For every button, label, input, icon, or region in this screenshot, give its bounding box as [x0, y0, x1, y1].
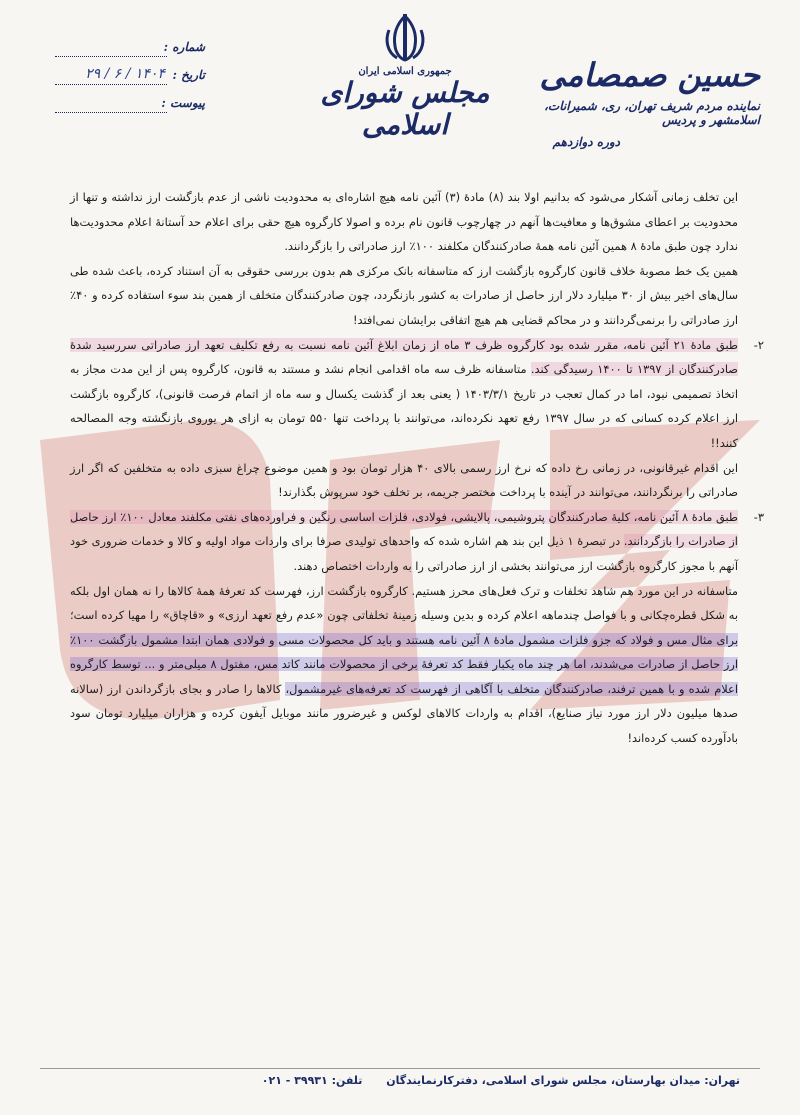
- attachment-label: پیوست :: [161, 96, 205, 110]
- sender-name: حسین صمصامی: [539, 56, 760, 94]
- number-line: [55, 56, 167, 57]
- item3-highlight: طبق مادهٔ ۸ آئین نامه، کلیهٔ صادرکنندگان پتروشیمی، پالایشی، فولادی، فلزات اساسی رنگین و فراورده‌های نفتی مکلفند معادل ۱۰۰٪ ارز حاصل از صادرات را بازگردانند.: [70, 509, 738, 549]
- meta-date: [55, 68, 205, 96]
- majlis-label: مجلس شورای اسلامی: [320, 76, 490, 141]
- number-label: شماره :: [163, 40, 205, 54]
- list-item-3: [70, 505, 764, 579]
- footer-address: تهران: میدان بهارستان، مجلس شورای اسلامی، دفترکارنمایندگان: [386, 1074, 740, 1087]
- letter-body: [70, 185, 764, 751]
- sender-block: [500, 55, 760, 149]
- paragraph-1: این تخلف زمانی آشکار می‌شود که بدانیم اولا بند (۸) مادهٔ (۳) آئین نامه هیچ اشاره‌ای به محدودیت ناشی از عدم بازگشت ارز نداشته و تنها از محدودیت بر اعطای مشوق‌ها و معافیت‌ها آنهم در چهارچوب قانون نام برده و اصولا کارگروه هیچ حقی برای اعلام حد آستانهٔ اعلام محدودیت‌ها ندارد چون طبق مادهٔ ۸ همین آئین نامه همهٔ صادرکنندگان مکلفند ۱۰۰٪ ارز صادراتی را بازگردانند.: [70, 190, 738, 254]
- paragraph-4-highlight: برای مثال مس و فولاد که جزو فلزات مشمول مادهٔ ۸ آئین نامه هستند و باید کل محصولات مسی و فولادی همان ابتدا مشمول بازگشت ۱۰۰٪ ارز حاصل از صادرات می‌شدند، اما هر چند ماه یکبار فقط کد تعرفهٔ برخی از محصولات مانند کاتد مس، مفتول ۸ میلی‌متر و ... توسط کارگروه اعلام شده و با همین ترفند، صادرکنندگان متخلف با آگاهی از فهرست کد تعرفه‌های غیرمشمول،: [70, 632, 738, 696]
- meta-attachment: [55, 96, 205, 124]
- date-line: [55, 84, 167, 85]
- item-number: ۲-: [753, 337, 764, 352]
- item2-highlight: طبق مادهٔ ۲۱ آئین نامه، مقرر شده بود کارگروه ظرف ۳ ماه از زمان ابلاغ آئین نامه نسبت به رفع تکلیف تعهد ارز صادراتی سررسید شدهٔ صادرکنندگان از ۱۳۹۷ تا ۱۴۰۰ رسیدگی کند.: [70, 337, 739, 377]
- footer-divider: [40, 1068, 760, 1069]
- letterhead-emblem: [320, 12, 490, 141]
- paragraph-item2-followup: این اقدام غیرقانونی، در زمانی رخ داده که نرخ ارز رسمی بالای ۴۰ هزار تومان بود و همین موضوع چراغ سبزی داده به متخلفین که اگر ارز صادراتی را برنگردانند، می‌توانند در آینده با پرداخت مختصر جریمه، بر تخلف خود سرپوش بگذارند!: [70, 460, 738, 500]
- attachment-line: [55, 112, 167, 113]
- footer: [40, 1074, 740, 1087]
- iran-emblem-icon: [383, 12, 427, 64]
- date-value: ۱۴۰۴ / ۶ / ۲۹: [85, 66, 165, 82]
- republic-label: جمهوری اسلامی ایران: [358, 66, 452, 77]
- paragraph-4-intro: متاسفانه در این مورد هم شاهد تخلفات و ترک فعل‌های محرز هستیم. کارگروه بازگشت ارز، فهرست کد تعرفهٔ همهٔ کالاها را نه همان اول بلکه به شکل قطره‌چکانی و با فواصل چندماهه اعلام کرده و بدین وسیله زمینهٔ تخلفاتی چون «عدم رفع تعهد ارزی» و «قاچاق» را مهیا کرده است؛: [70, 583, 738, 623]
- paragraph-4-end: کالاها را صادر و بجای بازگرداندن ارز (سالانه صدها میلیون دلار ارز مورد نیاز صنایع)، اقدام به واردات کالاهای لوکس و غیرضرور مانند موبایل آیفون کرده و هزاران میلیارد تومان سود بادآورده کسب کرده‌اند!: [70, 681, 738, 746]
- meta-number: [55, 40, 205, 68]
- sender-term: دوره دوازدهم: [552, 135, 620, 149]
- footer-phone: تلفن: ۳۹۹۳۱ - ۰۲۱: [261, 1074, 363, 1087]
- paragraph-2: همین یک خط مصوبهٔ خلاف قانون کارگروه بازگشت ارز که متاسفانه بانک مرکزی هم بدون بررسی حقوقی به آن استناد کرده، باعث شده طی سال‌های اخیر بیش از ۳۰ میلیارد دلار ارز حاصل از صادرات به کشور بازنگردد، چون صادرکنندگان متخلف از همین بند سوء استفاده کرده و ۴۰٪ ارز صادراتی را برنمی‌گردانند و در محاکم قضایی هم هیچ اتفاقی برایشان نمی‌افتد!: [70, 263, 739, 327]
- item3-text: در تبصرهٔ ۱ ذیل این بند هم اشاره شده که واحدهای تولیدی صرفا برای واردات مواد اولیه و کالا و خدمات ضروری خود آنهم با مجوز کارگروه بازگشت ارز می‌توانند بخشی از ارز صادراتی را به واردات اختصاص دهند.: [70, 534, 738, 573]
- paragraph-4: [70, 579, 738, 751]
- list-item-2: [70, 333, 764, 456]
- item-number: ۳-: [753, 509, 764, 524]
- sender-title: نماینده مردم شریف تهران، ری، شمیرانات، اسلامشهر و پردیس: [544, 99, 760, 127]
- item2-text: متاسفانه ظرف سه ماه اقدامی انجام نشد و مستند به قانون، کارگروه پس از این مدت مجاز به اتخاذ تصمیمی نبود، اما در کمال تعجب در تاریخ ۱۴۰۳/۳/۱ ( یعنی بعد از گذشت یکسال و سه ماه از اتمام فرصت قانونی)، کارگروه بازگشت ارز اعلام کرده کسانی که در سال ۱۳۹۷ رفع تعهد نکرده‌اند، می‌توانند با پرداخت تنها ۵۵۰ تومان به ازای هر یوروی بازنگشته وجه المصالحه کنند!!: [70, 362, 738, 450]
- date-label: تاریخ :: [172, 68, 205, 82]
- letter-meta: [55, 40, 205, 124]
